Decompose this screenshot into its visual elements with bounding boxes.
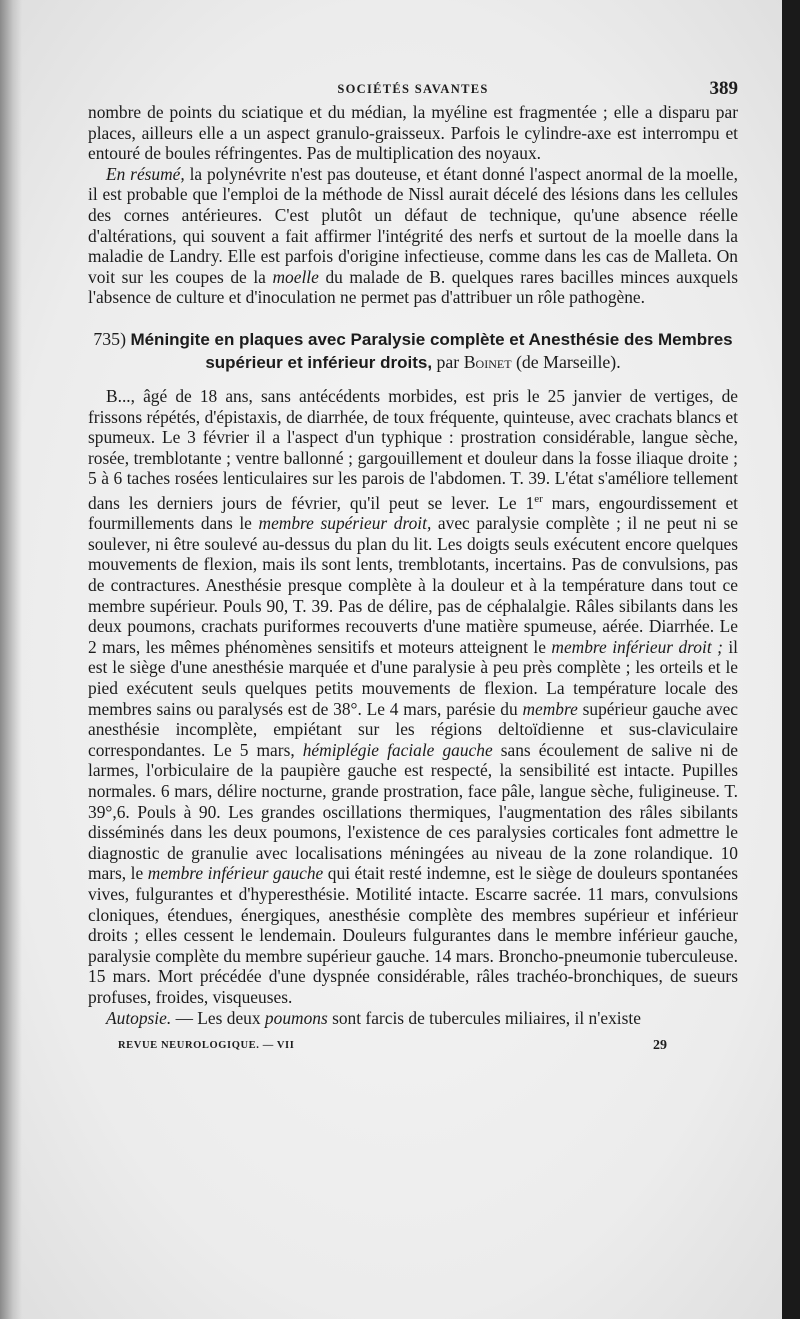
page-shadow-left [0, 0, 22, 1319]
p4-em-1: poumons [264, 1007, 328, 1028]
p3-text-7: qui était resté indemne, est le siège de douleurs spontanées vives, fulgurantes et d'hyperesthésie. Motilité intacte. Escarre sacrée. 11 mars, convulsions cloniques, étendues, énergiques, anesthésie complète des membres supérieur et inférieur droits ; elles cessent le lendemain. Douleurs fulgurantes dans le membre inférieur gauche, paralysie complète du membre supérieur gauche. 14 mars. Broncho-pneumonie tuberculeuse. 15 mars. Mort précédée d'une dyspnée considérable, râles trachéo-bronchiques, de sueurs profuses, froides, visqueuses. [88, 863, 738, 1007]
p4-text-1: — Les deux [171, 1007, 265, 1028]
p3-text-4: il est le siège d'une anesthésie marquée et d'une paralysie à peu près complète ; les orteils et le pied exécutent seuls quelques petits mouvements de flexion. La température locale des membres sains ou paralysés est de 38°. Le 4 mars, parésie du [88, 636, 738, 719]
signature-mark: 29 [653, 1038, 667, 1054]
article-heading [88, 328, 738, 374]
page-footer [88, 1036, 738, 1056]
lead-en-resume: En résumé, [106, 163, 185, 184]
article-affiliation: (de Marseille). [516, 351, 621, 372]
article-title: Méningite en plaques avec Paralysie complète et Anesthésie des Membres supérieur et inférieur droits, [130, 329, 733, 372]
p4-text-2: sont farcis de tubercules miliaires, il n'existe [327, 1007, 641, 1028]
p3-text-5: supérieur gauche avec anesthésie incomplète, empiétant sur les régions deltoïdienne et sus-claviculaire correspondantes. Le 5 mars, [88, 698, 739, 760]
page-edge-right [782, 0, 800, 1319]
p3-em-2: membre inférieur droit ; [551, 636, 723, 657]
running-title: SOCIÉTÉS SAVANTES [337, 82, 489, 96]
p3-em-5: membre inférieur gauche [147, 863, 324, 884]
running-head [88, 78, 738, 102]
paragraph-1: nombre de points du sciatique et du médian, la myéline est fragmentée ; elle a disparu par places, ailleurs elle a un aspect granulo-graisseux. Parfois le cylindre-axe est interrompu et entouré de boules réfringentes. Pas de multiplication des noyaux. [88, 102, 738, 164]
article-by: par [436, 351, 460, 372]
article-number: 735) [93, 328, 126, 349]
p3-em-1: membre supérieur droit, [258, 513, 432, 534]
page-number: 389 [709, 78, 738, 99]
journal-footer: REVUE NEUROLOGIQUE. — VII [118, 1040, 295, 1052]
paragraph-4 [88, 1008, 738, 1029]
p3-em-4: hémiplégie faciale gauche [302, 739, 493, 760]
p3-text-3: avec paralysie complète ; il ne peut ni se soulever, ni être soulevé au-dessus du plan du lit. Les doigts seuls exécutent encore quelques mouvements de flexion, mais ils sont lents, tremblotants, incertains. Pas de convulsions, pas de contractures. Anesthésie presque complète à la douleur et à la température dans tout ce membre supérieur. Pouls 90, T. 39. Pas de délire, pas de céphalalgie. Râles sibilants dans les deux poumons, crachats puriformes recouverts d'une matière spumeuse, aérée. Diarrhée. Le 2 mars, les mêmes phénomènes sensitifs et moteurs atteignent le [88, 513, 738, 657]
paragraph-2-em-1: moelle [272, 266, 319, 287]
text-block [88, 78, 738, 1056]
p3-em-3: membre [522, 698, 578, 719]
lead-autopsie: Autopsie. [106, 1007, 172, 1028]
article-author: Boinet [463, 351, 512, 372]
p3-text-2: mars, engourdissement et fourmillements dans le [88, 492, 739, 534]
paragraph-2-text-2: du malade de B. quelques rares bacilles minces auxquels l'absence de culture et d'inoculation ne permet pas d'attribuer un rôle pathogène. [88, 266, 739, 308]
p3-sup-1: er [534, 492, 543, 505]
paragraph-3 [88, 386, 738, 1008]
paragraph-2-text-1: la polynévrite n'est pas douteuse, et étant donné l'aspect anormal de la moelle, il est probable que l'emploi de la méthode de Nissl aurait décelé des lésions dans les cellules des cornes antérieures. C'est plutôt un défaut de technique, qu'une absence réelle d'altérations, qui souvent a fait affirmer l'intégrité des nerfs et surtout de la moelle dans la maladie de Landry. Elle est parfois d'origine infectieuse, comme dans les cas de Malleta. On voit sur les coupes de la [88, 163, 738, 287]
paragraph-2 [88, 164, 738, 308]
p3-text-1: B..., âgé de 18 ans, sans antécédents morbides, est pris le 25 janvier de vertiges, de frissons répétés, d'épistaxis, de diarrhée, de toux fréquente, quinteuse, avec crachats blancs et spumeux. Le 3 février il a l'aspect d'un typhique : prostration considérable, langue sèche, rosée, tremblotante ; ventre ballonné ; gargouillement et douleur dans la fosse iliaque droite ; 5 à 6 taches rosées lenticulaires sur les parois de l'abdomen. T. 39. L'état s'améliore tellement dans les derniers jours de février, qu'il peut se lever. Le 1 [88, 385, 738, 513]
p3-text-6: sans écoulement de salive ni de larmes, l'orbiculaire de la paupière gauche est respecté, la sensibilité est intacte. Pupilles normales. 6 mars, délire nocturne, grande prostration, face pâle, langue sèche, fuligineuse. T. 39°,6. Pouls à 90. Les grandes oscillations thermiques, l'augmentation des râles sibilants disséminés dans les deux poumons, l'existence de ces paralysies corticales font admettre le diagnostic de granulie avec localisations méningées au niveau de la zone rolandique. 10 mars, le [88, 739, 738, 884]
